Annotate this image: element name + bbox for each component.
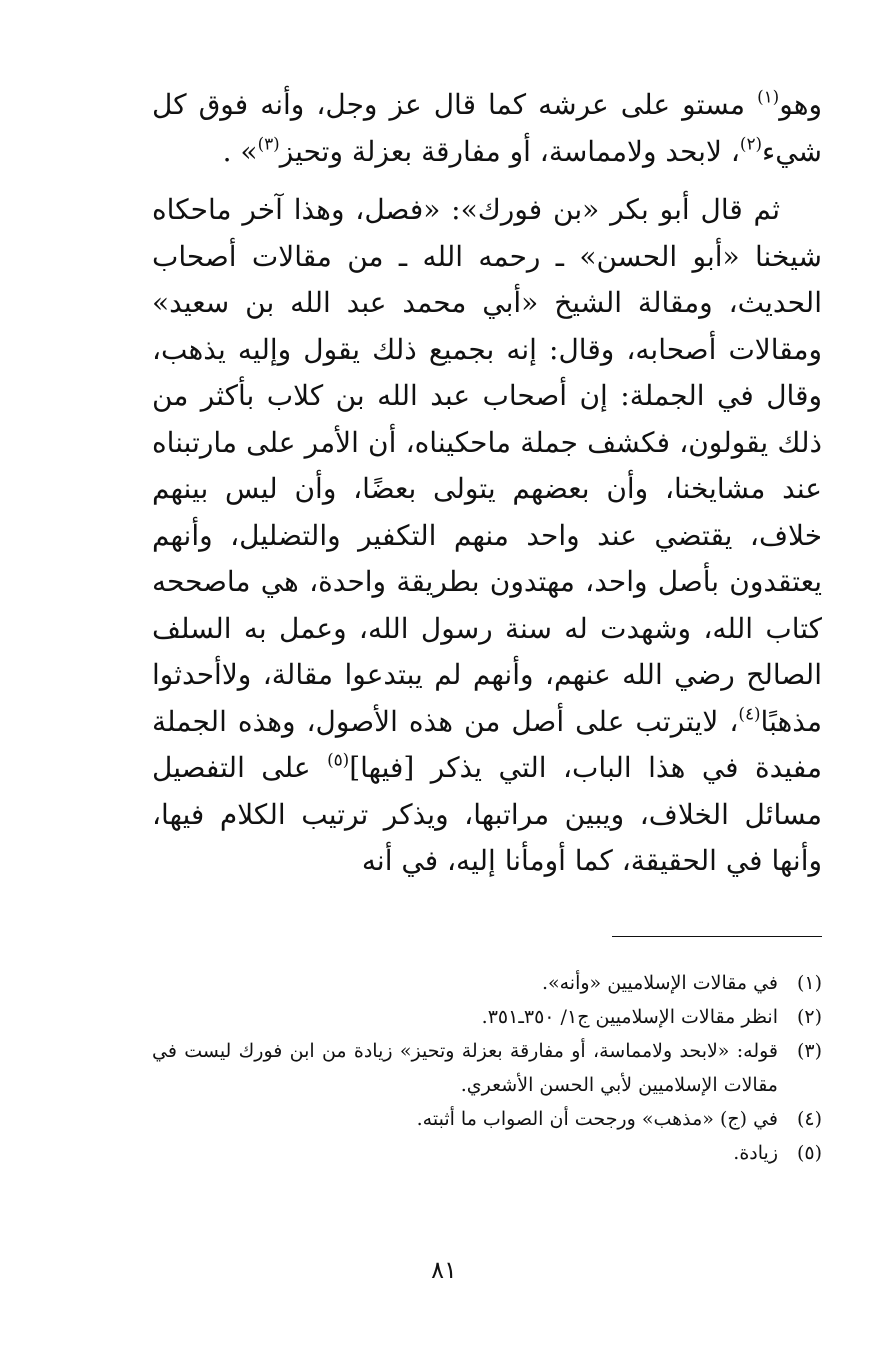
main-text (152, 82, 822, 885)
footnote-ref: (١) (757, 86, 780, 107)
footnote-item (152, 1102, 822, 1136)
footnote-item (152, 1034, 822, 1102)
page-number: ٨١ (431, 1256, 457, 1284)
footnote-number: (٤) (796, 1108, 822, 1130)
footnote-text: قوله: «لابحد ولامماسة، أو مفارقة بعزلة وتحيز» زيادة من ابن فورك ليست في مقالات الإسلاميين لأبي الحسن الأشعري. (152, 1040, 778, 1096)
footnote-ref: (٥) (327, 749, 350, 770)
footnote-ref: (٤) (738, 702, 761, 723)
footnote-item (152, 1136, 822, 1170)
footnote-text: انظر مقالات الإسلاميين ج١/ ٣٥٠ـ٣٥١. (481, 1006, 778, 1028)
footnote-number: (٣) (796, 1040, 822, 1062)
text-segment: » . (222, 134, 258, 168)
text-segment: وهو (779, 88, 822, 121)
footnote-number: (٥) (796, 1142, 822, 1164)
footnote-divider (612, 936, 822, 937)
text-segment: مستو على عرشه كما قال عز وجل، وأنه فوق كل شيء (152, 88, 822, 168)
footnote-ref: (٣) (257, 132, 280, 153)
footnote-item (152, 1000, 822, 1034)
text-segment: ، لابحد ولامماسة، أو مفارقة بعزلة وتحيز (279, 134, 740, 168)
footnotes (152, 966, 822, 1170)
paragraph-2 (152, 187, 822, 885)
footnote-number: (١) (796, 972, 822, 994)
footnote-text: زيادة. (733, 1142, 778, 1164)
footnote-number: (٢) (796, 1006, 822, 1028)
text-segment: على التفصيل مسائل الخلاف، ويبين مراتبها، ويذكر ترتيب الكلام فيها، وأنها في الحقيقة، كما أومأنا إليه، في أنه (152, 751, 822, 877)
footnote-ref: (٢) (739, 132, 763, 153)
footnote-text: في مقالات الإسلاميين «وأنه». (541, 972, 778, 994)
paragraph-1 (152, 82, 822, 175)
footnote-text: في (ج) «مذهب» ورجحت أن الصواب ما أثبته. (416, 1108, 778, 1130)
text-segment: ، لايترتب على أصل من هذه الأصول، وهذه الجملة مفيدة في هذا الباب، التي يذكر [فيها] (152, 704, 822, 784)
text-segment: ثم قال أبو بكر «بن فورك»: «فصل، وهذا آخر ماحكاه شيخنا «أبو الحسن» ـ رحمه الله ـ من مقالات أصحاب الحديث، ومقالة الشيخ «أبي محمد عبد الله بن سعيد» ومقالات أصحابه، وقال: إنه بجميع ذلك يقول وإليه يذهب، وقال في الجملة: إن أصحاب عبد الله بن كلاب بأكثر من ذلك يقولون، فكشف جملة ماحكيناه، أن الأمر على مارتبناه عند مشايخنا، وأن بعضهم يتولى بعضًا، وأن ليس بينهم خلاف، يقتضي عند واحد منهم التكفير والتضليل، وأنهم يعتقدون بأصل واحد، مهتدون بطريقة واحدة، هي ماصححه كتاب الله، وشهدت له سنة رسول الله، وعمل به السلف الصالح رضي الله عنهم، وأنهم لم يبتدعوا مقالة، ولاأحدثوا مذهبًا (152, 193, 822, 738)
footnote-item (152, 966, 822, 1000)
